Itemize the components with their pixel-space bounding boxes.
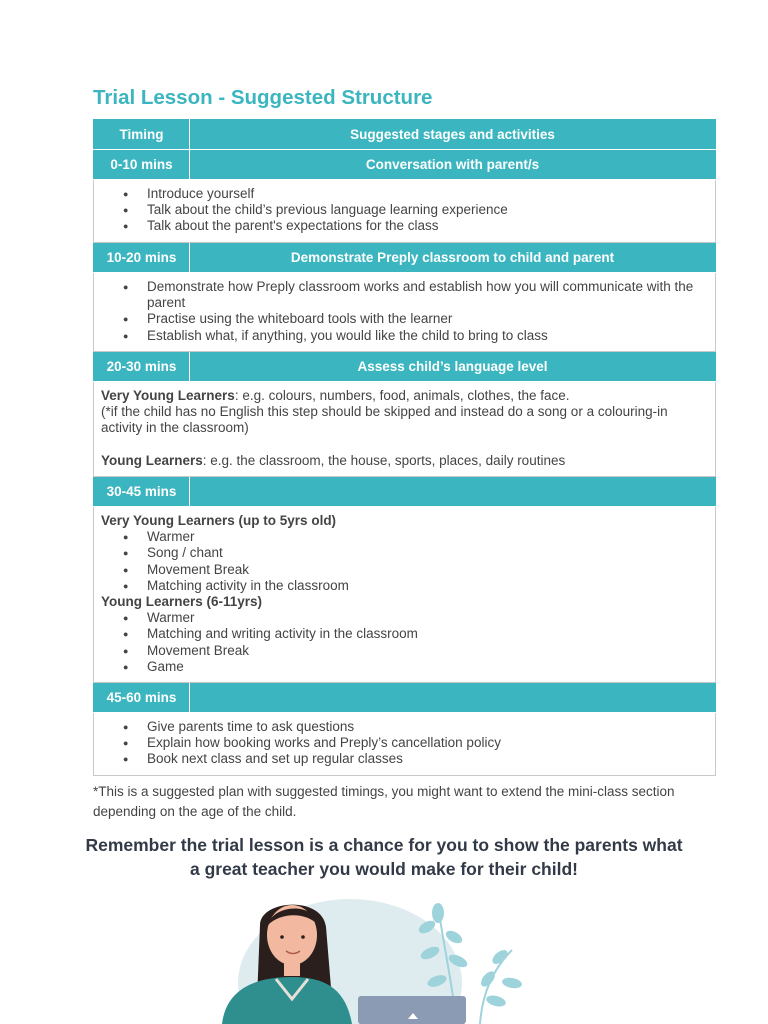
section-body-row xyxy=(94,382,716,477)
section-header-row xyxy=(94,683,716,713)
vyl-text: : e.g. colours, numbers, food, animals, clothes, the face. xyxy=(234,388,570,403)
section-timing: 45-60 mins xyxy=(94,683,190,713)
section-body xyxy=(94,713,716,776)
list-item: ● Practise using the whiteboard tools with the learner xyxy=(147,311,707,327)
section-timing: 20-30 mins xyxy=(94,352,190,382)
vyl-line xyxy=(101,388,707,404)
list-item: ● Give parents time to ask questions xyxy=(147,719,707,735)
list-item: ● Introduce yourself xyxy=(147,186,707,202)
timing-column-header: Timing xyxy=(94,120,190,150)
vyl-label: Very Young Learners xyxy=(101,388,235,403)
list-item: ● Movement Break xyxy=(147,562,707,578)
list-item: ● Matching and writing activity in the classroom xyxy=(147,626,707,642)
yl-label: Young Learners xyxy=(101,452,203,468)
spacer xyxy=(101,437,707,453)
section-body-row xyxy=(94,713,716,776)
section-heading xyxy=(190,477,716,507)
activities-column-header: Suggested stages and activities xyxy=(190,120,716,150)
section-timing: 10-20 mins xyxy=(94,243,190,273)
section-timing: 30-45 mins xyxy=(94,477,190,507)
section-heading: Assess child’s language level xyxy=(190,352,716,382)
section-timing: 0-10 mins xyxy=(94,150,190,180)
reminder-text: Remember the trial lesson is a chance for you to show the parents what a great teacher you would make for their child! xyxy=(85,835,683,879)
yl-line xyxy=(101,453,707,469)
section-body xyxy=(94,273,716,352)
list-item: ● Movement Break xyxy=(147,643,707,659)
yl-text: : e.g. the classroom, the house, sports, places, daily routines xyxy=(202,452,566,468)
bullet-list xyxy=(101,279,707,344)
laptop-icon xyxy=(358,996,466,1024)
section-heading: Conversation with parent/s xyxy=(190,150,716,180)
list-item: ● Explain how booking works and Preply’s cancellation policy xyxy=(147,735,707,751)
list-item: ● Demonstrate how Preply classroom works and establish how you will communicate with the parent xyxy=(147,279,707,311)
list-item: ● Talk about the parent's expectations for the class xyxy=(147,218,707,234)
section-body-row xyxy=(94,273,716,352)
section-body-row xyxy=(94,507,716,683)
page-title: Trial Lesson - Suggested Structure xyxy=(93,86,433,109)
vyl-note: (*if the child has no English this step should be skipped and instead do a song or a colouring-in activity in the classroom) xyxy=(101,404,668,436)
section-heading xyxy=(190,683,716,713)
section-header-row xyxy=(94,150,716,180)
list-item: ● Game xyxy=(147,659,707,675)
teacher-with-laptop-illustration xyxy=(212,895,532,1024)
table-header-row xyxy=(94,120,716,150)
section-header-row xyxy=(94,352,716,382)
bullet-list xyxy=(101,610,707,675)
group-label: Young Learners (6-11yrs) xyxy=(101,594,263,610)
list-item: ● Establish what, if anything, you would like the child to bring to class xyxy=(147,328,707,344)
list-item: ● Book next class and set up regular classes xyxy=(147,751,707,767)
section-header-row xyxy=(94,477,716,507)
section-body xyxy=(94,382,716,477)
bullet-list xyxy=(101,719,707,768)
lesson-structure-table xyxy=(93,119,716,776)
bullet-list xyxy=(101,186,707,235)
bullet-list xyxy=(101,529,707,594)
section-header-row xyxy=(94,243,716,273)
list-item: ● Song / chant xyxy=(147,545,707,561)
list-item: ● Warmer xyxy=(147,529,707,545)
section-body-row xyxy=(94,180,716,243)
list-item: ● Matching activity in the classroom xyxy=(147,578,707,594)
group-label: Very Young Learners (up to 5yrs old) xyxy=(101,513,337,528)
section-body xyxy=(94,180,716,243)
list-item: ● Warmer xyxy=(147,610,707,626)
footnote: *This is a suggested plan with suggested timings, you might want to extend the mini-class section depending on the age of the child. xyxy=(93,784,675,819)
list-item: ● Talk about the child’s previous language learning experience xyxy=(147,202,707,218)
section-heading: Demonstrate Preply classroom to child and parent xyxy=(190,243,716,273)
section-body xyxy=(94,507,716,683)
